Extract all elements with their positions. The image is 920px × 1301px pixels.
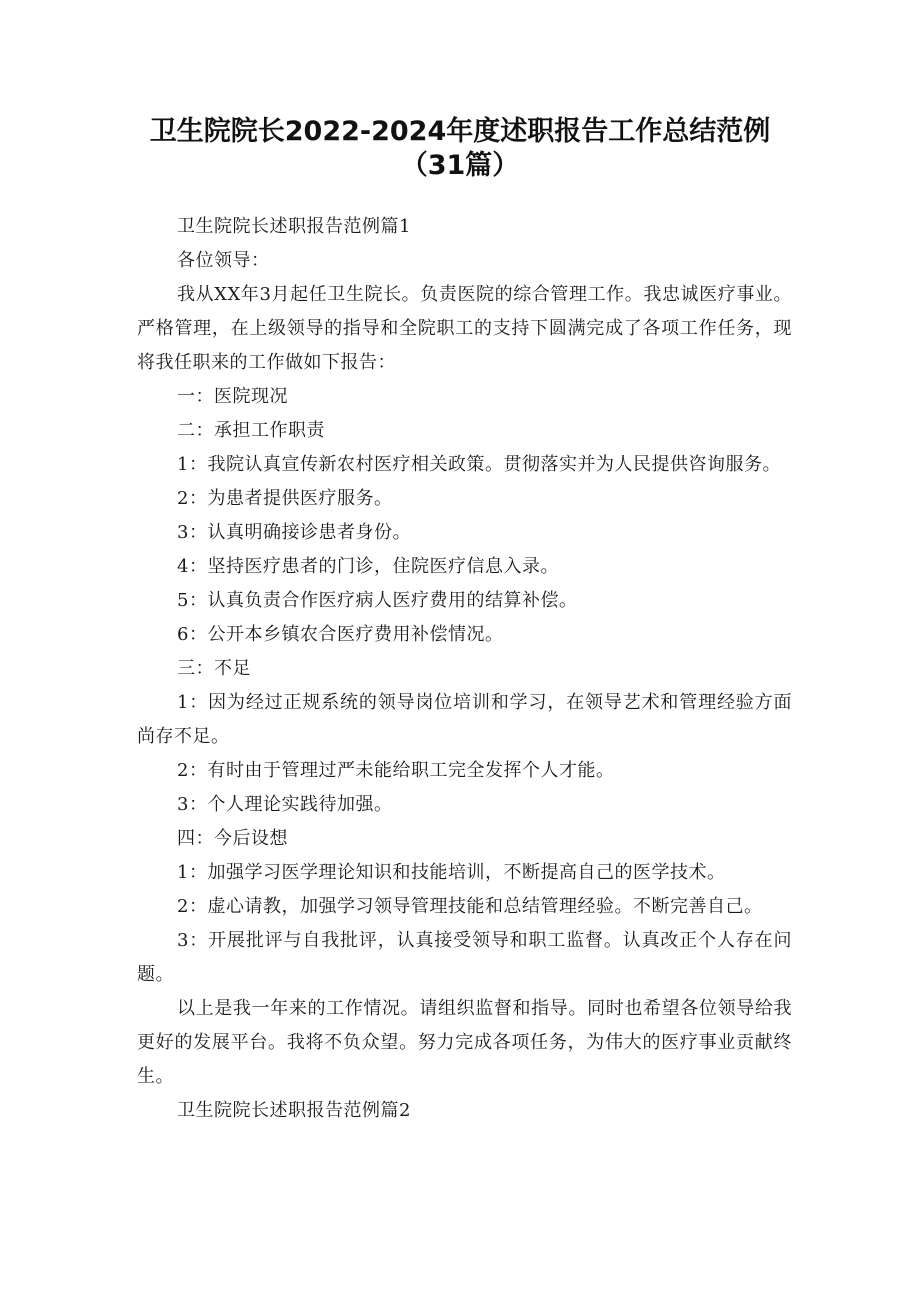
section-heading-2: 卫生院院长述职报告范例篇2: [177, 1100, 411, 1121]
list-item: 6：公开本乡镇农合医疗费用补偿情况。: [177, 624, 504, 645]
document-title: 卫生院院长2022-2024年度述职报告工作总结范例: [149, 116, 771, 147]
list-item: 2：有时由于管理过严未能给职工完全发挥个人才能。: [177, 760, 615, 781]
list-item: 3：开展批评与自我批评，认真接受领导和职工监督。认真改正个人存在问题。: [137, 930, 792, 985]
list-heading: 二：承担工作职责: [177, 420, 325, 441]
list-item: 4：坚持医疗患者的门诊，住院医疗信息入录。: [177, 556, 559, 577]
document-body: [137, 210, 792, 1128]
list-item: 5：认真负责合作医疗病人医疗费用的结算补偿。: [177, 590, 578, 611]
list-heading: 一：医院现况: [177, 386, 288, 407]
salutation: 各位领导：: [177, 250, 270, 271]
section-heading-1: 卫生院院长述职报告范例篇1: [177, 216, 411, 237]
list-heading: 四：今后设想: [177, 828, 288, 849]
closing-paragraph: 以上是我一年来的工作情况。请组织监督和指导。同时也希望各位领导给我更好的发展平台。我将不负众望。努力完成各项任务，为伟大的医疗事业贡献终生。: [137, 998, 792, 1087]
list-heading: 三：不足: [177, 658, 251, 679]
list-item: 1：我院认真宣传新农村医疗相关政策。贯彻落实并为人民提供咨询服务。: [177, 454, 781, 475]
list-item: 2：虚心请教，加强学习领导管理技能和总结管理经验。不断完善自己。: [177, 896, 763, 917]
list-item: 2：为患者提供医疗服务。: [177, 488, 393, 509]
intro-paragraph: 我从XX年3月起任卫生院长。负责医院的综合管理工作。我忠诚医疗事业。严格管理，在上级领导的指导和全院职工的支持下圆满完成了各项工作任务，现将我任职来的工作做如下报告：: [137, 284, 792, 373]
list-item: 1：因为经过正规系统的领导岗位培训和学习，在领导艺术和管理经验方面尚存不足。: [137, 692, 792, 747]
list-item: 3：个人理论实践待加强。: [177, 794, 393, 815]
document-title-count: （31篇）: [400, 150, 520, 181]
list-item: 1：加强学习医学理论知识和技能培训，不断提高自己的医学技术。: [177, 862, 726, 883]
list-item: 3：认真明确接诊患者身份。: [177, 522, 411, 543]
